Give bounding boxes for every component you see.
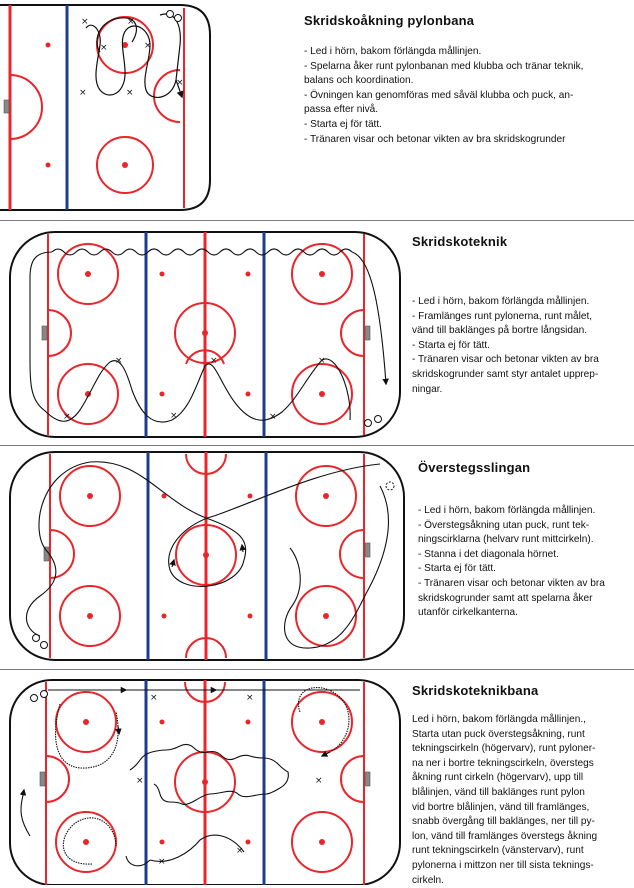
svg-text:×: × <box>115 356 123 366</box>
svg-text:×: × <box>236 846 244 856</box>
section-divider <box>0 445 634 446</box>
svg-text:×: × <box>176 78 184 88</box>
drill-1-line: - Starta ej för tätt. <box>304 118 382 130</box>
drill-2-line: - Tränaren visar och betonar vikten av bra <box>412 354 599 366</box>
drill-3-line: - Överstegsåkning utan puck, runt tek- <box>418 519 590 531</box>
drill-3-line: ningscirklarna (helvarv runt mittcirkeln). <box>418 534 594 546</box>
drill-1-line: - Spelarna åker runt pylonbanan med klubba och tränar teknik, <box>304 60 584 72</box>
drill-4-line: snabb övergång till baklänges, ner till py- <box>412 816 595 828</box>
drill-3-line: - Stanna i det diagonala hörnet. <box>418 548 559 560</box>
svg-text:×: × <box>210 356 218 366</box>
drill-2-line: - Starta ej för tätt. <box>412 339 490 351</box>
svg-text:×: × <box>100 43 108 53</box>
svg-text:×: × <box>318 356 326 366</box>
drill-1-line: - Led i hörn, bakom förlängda mållinjen. <box>304 46 482 57</box>
drill-4-title: Skridskoteknikbana <box>412 683 539 698</box>
drill-2-description <box>412 295 599 397</box>
svg-text:×: × <box>144 41 152 51</box>
svg-text:×: × <box>126 88 134 98</box>
drill-3-description <box>418 504 605 621</box>
drill-4-line: Led i hörn, bakom förlängda mållinjen., <box>412 714 586 725</box>
svg-text:×: × <box>158 857 166 867</box>
drill-4-description <box>412 713 597 888</box>
drill-3-title: Överstegsslingan <box>418 460 531 475</box>
drill-4-line: cirkeln. <box>412 874 444 886</box>
drill-4-line: pylonerna i mittzon ner till sista teknings- <box>412 859 594 871</box>
svg-text:×: × <box>150 693 158 703</box>
rink-3-full-rink <box>10 452 404 660</box>
svg-text:×: × <box>315 776 323 786</box>
drill-4-line: tekningscirkeln (högervarv), runt pyloner- <box>412 743 596 755</box>
drill-4-line: åkning runt cirkeln (högervarv), upp till <box>412 772 584 784</box>
svg-text:×: × <box>170 411 178 421</box>
drill-1-line: balans och koordination. <box>304 75 414 87</box>
drill-3-line: - Led i hörn, bakom förlängda mållinjen. <box>418 505 596 516</box>
svg-text:×: × <box>269 412 277 422</box>
rink-2-full-rink <box>10 232 400 437</box>
svg-text:×: × <box>136 776 144 786</box>
svg-text:×: × <box>127 17 135 27</box>
drill-4-line: lon, vänd till framlänges överstegs åkning <box>412 830 598 842</box>
drill-1-description <box>304 45 583 147</box>
drill-3-line: skridskogrunder samt att spelarna åker <box>418 592 593 604</box>
drill-2-line: vänd till baklänges på bortre långsidan. <box>412 325 588 337</box>
drill-4-line: vid bortre blålinjen, vänd till framlänges, <box>412 801 590 813</box>
drill-2-line: ningar. <box>412 383 443 395</box>
drill-2-line: - Led i hörn, bakom förlängda mållinjen. <box>412 296 590 307</box>
svg-text:×: × <box>63 412 71 422</box>
drill-1-title: Skridskoåkning pylonbana <box>304 13 475 28</box>
drill-1-line: - Tränaren visar och betonar vikten av bra skridskogrunder <box>304 133 566 145</box>
svg-text:×: × <box>81 17 89 27</box>
drill-3-line: - Starta ej för tätt. <box>418 563 496 575</box>
section-divider <box>0 220 634 221</box>
drill-2-line: skridskogrunder samt styr antalet upprep- <box>412 368 599 380</box>
drill-1-line: - Övningen kan genomföras med såväl klubba och puck, an- <box>304 89 574 101</box>
drill-2-title: Skridskoteknik <box>412 234 508 249</box>
drill-4-line: blålinjen, vänd till baklänges runt pylon <box>412 786 585 798</box>
drill-3-line: utanför cirkelkanterna. <box>418 607 518 619</box>
rink-1-half-rink <box>0 5 210 210</box>
drill-1-line: passa efter nivå. <box>304 104 379 116</box>
svg-text:×: × <box>79 88 87 98</box>
drill-4-line: na ner i bortre tekningscirkeln, överstegs <box>412 757 594 769</box>
section-divider <box>0 669 634 670</box>
drill-3-line: - Tränaren visar och betonar vikten av bra <box>418 577 605 589</box>
svg-text:×: × <box>246 693 254 703</box>
drill-4-line: runt tekningscirkeln (vänstervarv), runt <box>412 845 584 857</box>
rink-4-full-rink <box>10 680 400 885</box>
drill-2-line: - Framlänges runt pylonerna, runt målet, <box>412 310 593 322</box>
drill-4-line: Starta utan puck överstegsåkning, runt <box>412 728 585 740</box>
